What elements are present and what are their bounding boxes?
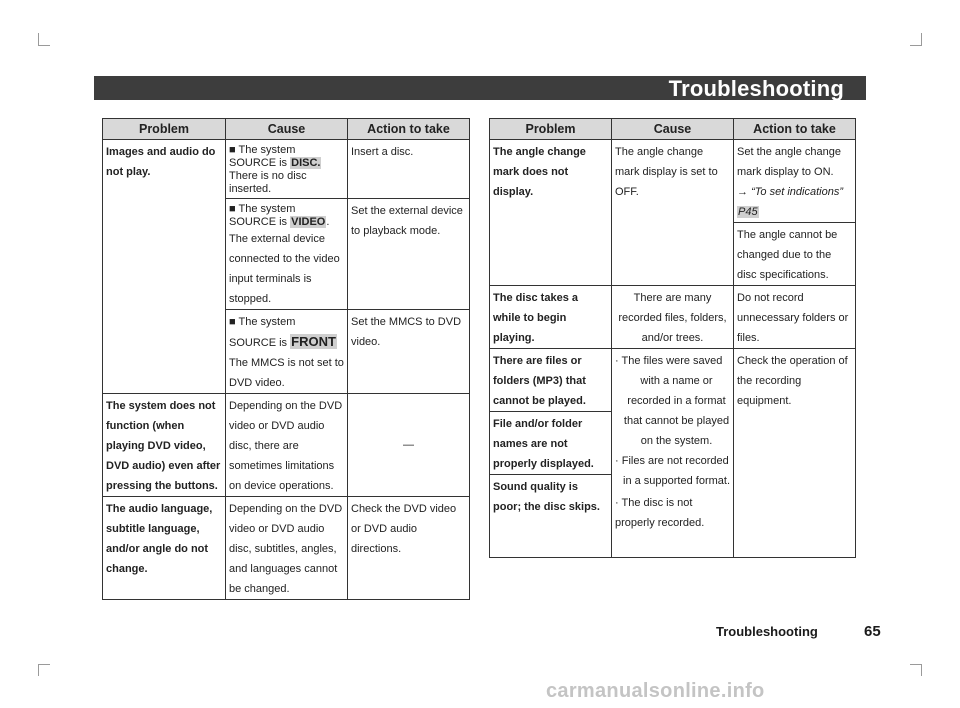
cause-text xyxy=(229,199,344,229)
action-text: — xyxy=(403,439,414,451)
cause-cell xyxy=(226,199,348,310)
source-video-label: VIDEO xyxy=(291,216,326,228)
cause-text: · The files were saved xyxy=(615,355,723,367)
action-cell xyxy=(734,140,856,223)
table-header-row xyxy=(490,119,856,140)
crop-mark xyxy=(38,45,50,46)
problem-text: The system does not function (when playing DVD video, DVD audio) even after pressing the buttons. xyxy=(106,400,221,492)
cause-text: The angle change mark display is set to OFF. xyxy=(615,146,718,198)
action-text: Set the angle change mark display to ON. xyxy=(737,146,841,178)
cause-text: · The disc is not properly recorded. xyxy=(615,497,705,529)
crop-mark xyxy=(910,45,922,46)
table-row xyxy=(103,497,470,600)
problem-text: The angle change mark does not display. xyxy=(493,146,586,198)
action-text: Set the MMCS to DVD video. xyxy=(351,316,462,348)
action-text: Do not record unnecessary folders or files. xyxy=(737,292,849,344)
action-cell xyxy=(348,497,470,600)
table-row xyxy=(103,140,470,199)
cause-line: . xyxy=(326,216,330,228)
cause-cell xyxy=(612,286,734,349)
cause-text: with a name or recorded in a format that cannot be played on the system. xyxy=(623,375,730,447)
problem-text: Sound quality is poor; the disc skips. xyxy=(493,481,600,513)
crop-mark xyxy=(38,664,39,676)
column-header-cause: Cause xyxy=(226,119,348,140)
crop-mark xyxy=(921,664,922,676)
cross-reference xyxy=(737,182,852,202)
table-row xyxy=(103,394,470,497)
action-cell xyxy=(348,310,470,394)
problem-text: There are files or folders (MP3) that cannot be played. xyxy=(493,355,586,407)
cause-cell xyxy=(226,394,348,497)
crop-mark xyxy=(921,33,922,45)
cause-line: The system xyxy=(238,203,296,215)
cause-text: The external device connected to the video input terminals is stopped. xyxy=(229,233,340,305)
table-row xyxy=(490,349,856,412)
cause-line: SOURCE is xyxy=(229,216,291,228)
action-cell xyxy=(348,199,470,310)
cause-cell xyxy=(226,310,348,394)
problem-cell xyxy=(490,475,612,558)
cause-cell xyxy=(612,140,734,286)
problem-cell xyxy=(490,349,612,412)
table-row xyxy=(490,286,856,349)
crop-mark xyxy=(38,664,50,665)
column-header-problem: Problem xyxy=(490,119,612,140)
cause-line: The system xyxy=(238,316,296,328)
cause-text: Depending on the DVD video or DVD audio disc, subtitles, angles, and languages cannot be changed. xyxy=(229,503,343,595)
action-cell xyxy=(734,223,856,286)
arrow-right-icon: → xyxy=(737,186,748,198)
cause-cell xyxy=(226,140,348,199)
cause-line: SOURCE is xyxy=(229,157,291,169)
column-header-action: Action to take xyxy=(348,119,470,140)
action-text: Set the external device to playback mode. xyxy=(351,205,463,237)
action-text: Insert a disc. xyxy=(351,146,414,158)
bullet-icon: ■ xyxy=(229,316,236,328)
problem-text: The audio language, subtitle language, and/or angle do not change. xyxy=(106,503,213,575)
cause-text: · Files are not recorded xyxy=(615,455,729,467)
table-header-row xyxy=(103,119,470,140)
troubleshooting-table-left xyxy=(102,118,470,600)
action-text: Check the DVD video or DVD audio directions. xyxy=(351,503,457,555)
cause-text: The MMCS is not set to DVD video. xyxy=(229,357,344,389)
problem-cell xyxy=(103,497,226,600)
header-bar xyxy=(94,76,866,100)
reference-link[interactable]: “To set indications” xyxy=(751,186,843,198)
cause-text xyxy=(229,140,344,196)
action-text: Check the operation of the recording equipment. xyxy=(737,355,848,407)
action-cell xyxy=(734,286,856,349)
cause-line: SOURCE is xyxy=(229,337,291,349)
troubleshooting-table-right xyxy=(489,118,856,558)
action-text: The angle cannot be changed due to the disc specifications. xyxy=(737,229,838,281)
action-cell xyxy=(348,394,470,497)
watermark: carmanualsonline.info xyxy=(546,680,765,702)
cause-text: Depending on the DVD video or DVD audio disc, there are sometimes limitations on device operations. xyxy=(229,400,343,492)
cause-cell xyxy=(226,497,348,600)
source-front-label: FRONT xyxy=(291,334,336,349)
column-header-cause: Cause xyxy=(612,119,734,140)
source-disc-label: DISC. xyxy=(291,157,321,169)
footer-section-label: Troubleshooting xyxy=(716,624,818,639)
problem-cell xyxy=(490,140,612,286)
problem-cell xyxy=(490,412,612,475)
cause-cell xyxy=(612,349,734,558)
cause-text xyxy=(229,310,344,353)
page-reference[interactable]: P45 xyxy=(738,206,758,218)
table-row xyxy=(490,140,856,223)
bullet-icon: ■ xyxy=(229,203,236,215)
page-title: Troubleshooting xyxy=(668,76,844,101)
action-cell xyxy=(734,349,856,558)
problem-cell xyxy=(103,140,226,394)
action-cell xyxy=(348,140,470,199)
cause-line: There is no disc inserted. xyxy=(229,170,307,195)
problem-cell xyxy=(103,394,226,497)
problem-text: File and/or folder names are not properly displayed. xyxy=(493,418,594,470)
column-header-action: Action to take xyxy=(734,119,856,140)
problem-text: The disc takes a while to begin playing. xyxy=(493,292,578,344)
column-header-problem: Problem xyxy=(103,119,226,140)
cause-text: There are many recorded files, folders, and/or trees. xyxy=(618,292,727,344)
problem-cell xyxy=(490,286,612,349)
cause-line: The system xyxy=(238,144,296,156)
crop-mark xyxy=(38,33,39,45)
problem-text: Images and audio do not play. xyxy=(106,146,216,178)
page-number: 65 xyxy=(864,623,881,640)
bullet-icon: ■ xyxy=(229,144,236,156)
cause-text: in a supported format. xyxy=(623,475,731,487)
